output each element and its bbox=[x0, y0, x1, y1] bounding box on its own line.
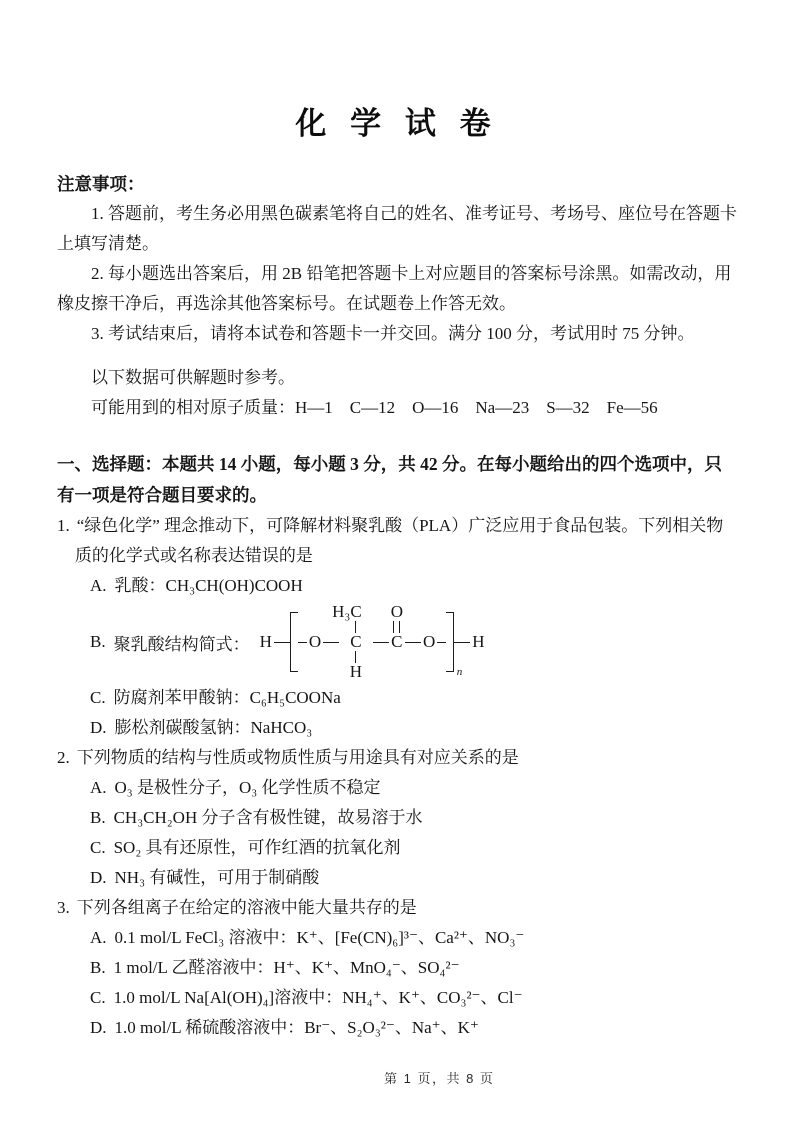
atomic-masses: 可能用到的相对原子质量：H—1 C—12 O—16 Na—23 S—32 Fe—56 bbox=[91, 398, 658, 417]
question-2 bbox=[57, 743, 737, 893]
option-text: 聚乳酸结构简式： bbox=[113, 634, 250, 654]
option-label: D. bbox=[90, 1018, 107, 1037]
atom-carbon-1: C bbox=[350, 632, 362, 651]
option-label: B. bbox=[90, 958, 106, 977]
bond-line bbox=[298, 642, 307, 643]
option-label: C. bbox=[90, 688, 106, 707]
question-2-stem bbox=[57, 743, 737, 773]
atom-oxygen-ester: O bbox=[422, 632, 436, 651]
bond-line bbox=[274, 642, 290, 643]
question-1-option-b bbox=[90, 603, 737, 681]
option-text: CH₃CH₂OH 分子含有极性键，故易溶于水 bbox=[113, 808, 423, 827]
question-stem-text: 下列各组离子在给定的溶液中能大量共存的是 bbox=[76, 898, 417, 917]
question-3-stem bbox=[57, 893, 737, 923]
question-1-stem bbox=[57, 511, 737, 571]
option-text: 防腐剂苯甲酸钠：C₆H₅COONa bbox=[113, 688, 341, 707]
option-text: 1.0 mol/L Na[Al(OH)₄]溶液中：NH₄⁺、K⁺、CO₃²⁻、Cl⁻ bbox=[113, 988, 523, 1007]
polylactic-acid-structure bbox=[258, 603, 487, 681]
option-label: D. bbox=[90, 868, 107, 887]
question-number: 1. bbox=[57, 516, 70, 535]
bond-line bbox=[454, 642, 470, 643]
atom-hydrogen-right: H bbox=[472, 632, 485, 651]
question-1-option-a bbox=[90, 571, 737, 601]
question-2-option-a bbox=[90, 773, 737, 803]
atom-hydrogen-left: H bbox=[259, 632, 272, 651]
right-bracket bbox=[446, 612, 463, 678]
atom-carbon-2: C bbox=[391, 632, 403, 651]
methyl-group: H₃C bbox=[332, 602, 362, 621]
question-stem-text: 下列物质的结构与性质或物质性质与用途具有对应关系的是 bbox=[76, 748, 519, 767]
question-2-option-c bbox=[90, 833, 737, 863]
question-3-option-a bbox=[90, 923, 737, 953]
question-2-option-b bbox=[90, 803, 737, 833]
carbonyl-carbon-group bbox=[389, 603, 405, 681]
atom-hydrogen-below: H bbox=[349, 662, 363, 681]
question-stem-text: “绿色化学” 理念推动下，可降解材料聚乳酸（PLA）广泛应用于食品包装。下列相关物质的化学式或名称表达错误的是 bbox=[74, 516, 724, 565]
question-3-option-c bbox=[90, 983, 737, 1013]
bond-line bbox=[405, 642, 421, 643]
question-2-option-d bbox=[90, 863, 737, 893]
bond-line bbox=[373, 642, 389, 643]
atom-oxygen-chain: O bbox=[308, 632, 322, 651]
option-label: C. bbox=[90, 838, 106, 857]
question-1 bbox=[57, 511, 737, 743]
page-title: 化 学 试 卷 bbox=[295, 106, 499, 141]
option-label: B. bbox=[90, 808, 106, 827]
note-item-2: 2. 每小题选出答案后，用 2B 铅笔把答题卡上对应题目的答案标号涂黑。如需改动，用橡皮擦干净后，再选涂其他答案标号。在试题卷上作答无效。 bbox=[57, 264, 732, 313]
note-item-1: 1. 答题前，考生务必用黑色碳素笔将自己的姓名、准考证号、考场号、座位号在答题卡上填写清楚。 bbox=[57, 204, 737, 253]
repeat-subscript: n bbox=[456, 666, 463, 678]
option-label: B. bbox=[90, 632, 106, 651]
note-item-3: 3. 考试结束后，请将本试卷和答题卡一并交回。满分 100 分，考试用时 75 分钟。 bbox=[91, 324, 695, 343]
option-label: A. bbox=[90, 928, 107, 947]
notes-heading: 注意事项： bbox=[57, 174, 145, 194]
option-text: 1 mol/L 乙醛溶液中：H⁺、K⁺、MnO₄⁻、SO₄²⁻ bbox=[113, 958, 460, 977]
option-text: NH₃ 有碱性，可用于制硝酸 bbox=[114, 868, 320, 887]
notes-section bbox=[57, 169, 737, 349]
option-text: SO₂ 具有还原性，可作红酒的抗氧化剂 bbox=[113, 838, 401, 857]
option-text: 0.1 mol/L FeCl₃ 溶液中：K⁺、[Fe(CN)₆]³⁻、Ca²⁺、NO₃⁻ bbox=[114, 928, 525, 947]
bond-line bbox=[323, 642, 339, 643]
atom-oxygen-carbonyl: O bbox=[390, 602, 403, 621]
option-text: 膨松剂碳酸氢钠：NaHCO₃ bbox=[114, 718, 313, 737]
question-1-option-d bbox=[90, 713, 737, 743]
chiral-carbon-group bbox=[332, 602, 373, 681]
question-3-option-d bbox=[90, 1013, 737, 1043]
reference-data-section bbox=[57, 363, 737, 423]
question-3 bbox=[57, 893, 737, 1043]
option-label: A. bbox=[90, 576, 107, 595]
option-label: A. bbox=[90, 778, 107, 797]
option-text: O₃ 是极性分子，O₃ 化学性质不稳定 bbox=[114, 778, 381, 797]
question-1-option-c bbox=[90, 683, 737, 713]
option-label: C. bbox=[90, 988, 106, 1007]
bond-line bbox=[437, 642, 446, 643]
page-footer: 第 1 页，共 8 页 bbox=[384, 1071, 495, 1086]
option-label: D. bbox=[90, 718, 107, 737]
question-number: 2. bbox=[57, 748, 70, 767]
option-text: 乳酸：CH₃CH(OH)COOH bbox=[114, 576, 303, 595]
section-1-heading: 一、选择题：本题共 14 小题，每小题 3 分，共 42 分。在每小题给出的四个选项中，只有一项是符合题目要求的。 bbox=[57, 454, 722, 505]
question-3-option-b bbox=[90, 953, 737, 983]
left-bracket bbox=[290, 612, 298, 672]
option-text: 1.0 mol/L 稀硫酸溶液中：Br⁻、S₂O₃²⁻、Na⁺、K⁺ bbox=[114, 1018, 479, 1037]
question-number: 3. bbox=[57, 898, 70, 917]
reference-intro: 以下数据可供解题时参考。 bbox=[91, 368, 295, 387]
